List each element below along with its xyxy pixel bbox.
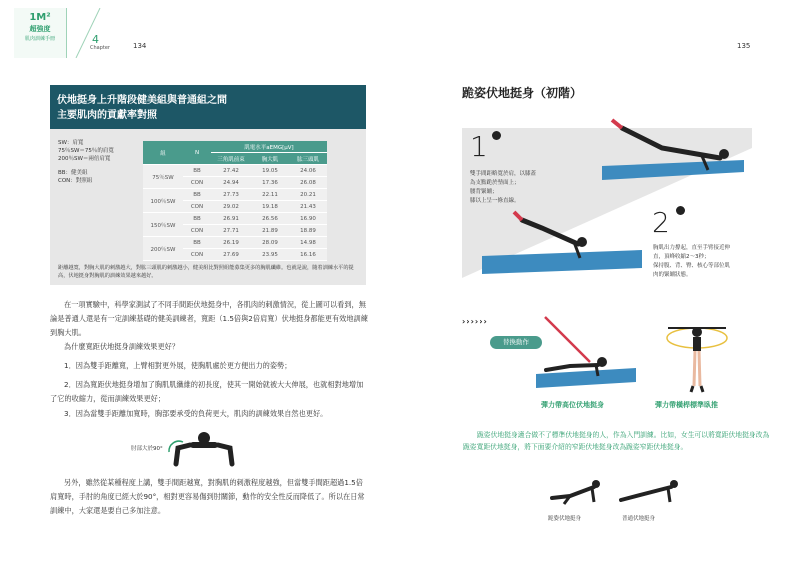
table-row <box>143 189 327 201</box>
brand-logo <box>14 8 67 58</box>
step-1-line: 雙手間距略寬於肩，以膝蓋 <box>470 171 537 177</box>
cell-v: 19.18 <box>251 201 289 213</box>
cell-v: 24.06 <box>289 165 327 177</box>
cell-v: 22.11 <box>251 189 289 201</box>
cell-v: 26.56 <box>251 213 289 225</box>
step-2-line: 直，頂峰收縮2～3秒； <box>653 254 710 260</box>
th-muscle: 三角肌前束 <box>211 153 251 165</box>
cell-v: 27.42 <box>211 165 251 177</box>
cell-sw: 200％SW <box>143 237 183 261</box>
alt-caption-2: 彈力帶橫桿標準臥推 <box>655 401 718 409</box>
cell-n: CON <box>183 177 211 189</box>
pushup-front-illustration <box>166 430 242 470</box>
alt-action-badge: 替換動作 <box>490 336 542 349</box>
question: 為什麼寬距伏地挺身訓練效果更好？ <box>64 342 180 351</box>
cell-n: BB <box>183 213 211 225</box>
chapter-label: Chapter <box>90 45 110 51</box>
elbow-label: 肘部大於90° <box>131 446 163 452</box>
table-row <box>143 165 327 177</box>
right-paragraph: 跪姿伏地挺身適合做不了標準伏地挺身的人，作為入門訓練。比如，女生可以將寬距伏地挺身改為跪姿寬距伏地挺身，將下面要介紹的窄距伏地挺身改為跪姿窄距伏地挺身。 <box>463 431 770 451</box>
cell-sw: 100％SW <box>143 189 183 213</box>
cell-v: 18.89 <box>289 225 327 237</box>
band-pushup-illustration <box>530 312 642 392</box>
step-2-line: 保持腹、背、臀、核心等部位肌 <box>653 263 731 269</box>
th-emg: 肌電水平aEMG[μV] <box>211 141 327 153</box>
cell-v: 26.19 <box>211 237 251 249</box>
arrow-marks-icon: ›››››› <box>462 317 488 326</box>
band-bar-bench-press-illustration <box>652 316 742 396</box>
legend-item: CON：對照組 <box>58 178 93 184</box>
brand-bottom: 肌肉訓練手冊 <box>24 36 55 42</box>
cell-v: 19.05 <box>251 165 289 177</box>
cell-n: CON <box>183 249 211 261</box>
step-2-line: 肉的緊繃狀態。 <box>653 272 692 278</box>
table-row <box>143 213 327 225</box>
cell-v: 27.69 <box>211 249 251 261</box>
cell-v: 16.90 <box>289 213 327 225</box>
caption-kneeling: 跪姿伏地挺身 <box>548 516 582 522</box>
cell-v: 17.36 <box>251 177 289 189</box>
cell-v: 14.98 <box>289 237 327 249</box>
cell-v: 21.89 <box>251 225 289 237</box>
normal-pushup-icon <box>616 478 686 508</box>
step-2-line: 胸肌出力撐起，直至手臂接近伸 <box>653 245 731 251</box>
cell-v: 29.02 <box>211 201 251 213</box>
step-1-line: 膝以上呈一條直線。 <box>470 198 520 204</box>
step-1-line: 為支點跪於墊面上； <box>470 180 520 186</box>
caption-normal: 普通伏地挺身 <box>622 516 656 522</box>
legend-item: 200％SW＝兩倍肩寬 <box>58 156 111 162</box>
section-title: 跪姿伏地挺身（初階） <box>462 86 583 100</box>
table-row <box>143 237 327 249</box>
step-1-text <box>470 170 560 206</box>
reason-3: 3．因為當雙手距離加寬時，胸部要承受的負荷更大，肌肉的訓練效果自然也更好。 <box>64 409 328 418</box>
page-number-right: 135 <box>737 42 751 50</box>
legend-item: 75％SW＝75％的肩寬 <box>58 148 114 154</box>
reason-2: 2．因為寬距伏地挺身增加了胸肌肌纖維的初長度，使其一開始就被大大伸展，也就相對地增加了它的收縮力，從而訓練效果更好； <box>50 380 364 403</box>
cell-n: BB <box>183 189 211 201</box>
cell-v: 26.91 <box>211 213 251 225</box>
step-2-text <box>653 244 763 280</box>
step-2-dot-icon <box>676 206 685 215</box>
alt-caption-1: 彈力帶高位伏地挺身 <box>541 401 604 409</box>
cell-v: 23.95 <box>251 249 289 261</box>
cell-v: 28.09 <box>251 237 289 249</box>
step-1-dot-icon <box>492 131 501 140</box>
cell-v: 20.21 <box>289 189 327 201</box>
legend-item: BB：健美組 <box>58 170 88 176</box>
th-group: 組 <box>143 141 183 165</box>
cell-n: BB <box>183 165 211 177</box>
kneeling-pushup-icon <box>546 478 606 508</box>
cell-v: 24.94 <box>211 177 251 189</box>
th-muscle: 肱三頭肌 <box>289 153 327 165</box>
th-muscle: 胸大肌 <box>251 153 289 165</box>
cell-sw: 75％SW <box>143 165 183 189</box>
cell-v: 26.08 <box>289 177 327 189</box>
table-legend <box>58 139 114 185</box>
cell-v: 27.71 <box>211 225 251 237</box>
paragraph-2: 另外，雖然從某種程度上講，雙手間距越寬，對胸肌的刺激程度越強，但當雙手間距超過1.5倍肩寬時，手肘的角度已經大於90°，相對更容易傷到肘關節，動作的安全性反而降低了。所以在日常訓練中，大家還是要自己多加注意。 <box>50 478 365 515</box>
brand-mid: 超強度 <box>29 25 51 33</box>
step-1-number: 1 <box>470 130 488 163</box>
reason-1: 1．因為雙手距離寬，上臂相對更外展，使胸肌處於更方便出力的姿勢； <box>64 361 292 370</box>
step-1-line: 腰背緊繃； <box>470 189 498 195</box>
emg-table <box>143 141 327 261</box>
table-title-line1: 伏地挺身上升階段健美組與普通組之間 <box>57 95 227 106</box>
brand-top: 1M² <box>29 12 51 23</box>
cell-sw: 150％SW <box>143 213 183 237</box>
th-n: N <box>183 141 211 165</box>
step-2-number: 2 <box>652 206 670 239</box>
cell-v: 21.43 <box>289 201 327 213</box>
table-title-bar <box>50 85 366 129</box>
cell-n: BB <box>183 237 211 249</box>
legend-item: SW：肩寬 <box>58 140 84 146</box>
table-note: 距離越寬，對胸大肌的刺激越大，對肱三頭肌的刺激越小，健美組比對照組能募集更多的胸肌纖維。也就是說，隨着訓練水平的提高，伏地挺身對胸肌的訓練效果越來越好。 <box>58 265 354 279</box>
cell-n: CON <box>183 201 211 213</box>
chapter-number: 4 <box>92 33 99 46</box>
table-title-line2: 主要肌肉的貢獻率對照 <box>57 110 157 121</box>
cell-v: 27.73 <box>211 189 251 201</box>
cell-v: 16.16 <box>289 249 327 261</box>
paragraph-1: 在一項實驗中，科學家測試了不同手間距伏地挺身中，各肌肉的刺激情況，從上圖可以看到，無論是普通人還是有一定訓練基礎的健美訓練者，寬距（1.5倍與2倍肩寬）伏地挺身都能更有效地訓練到胸大肌。 <box>50 300 368 337</box>
page-number-left: 134 <box>133 42 147 50</box>
cell-n: CON <box>183 225 211 237</box>
